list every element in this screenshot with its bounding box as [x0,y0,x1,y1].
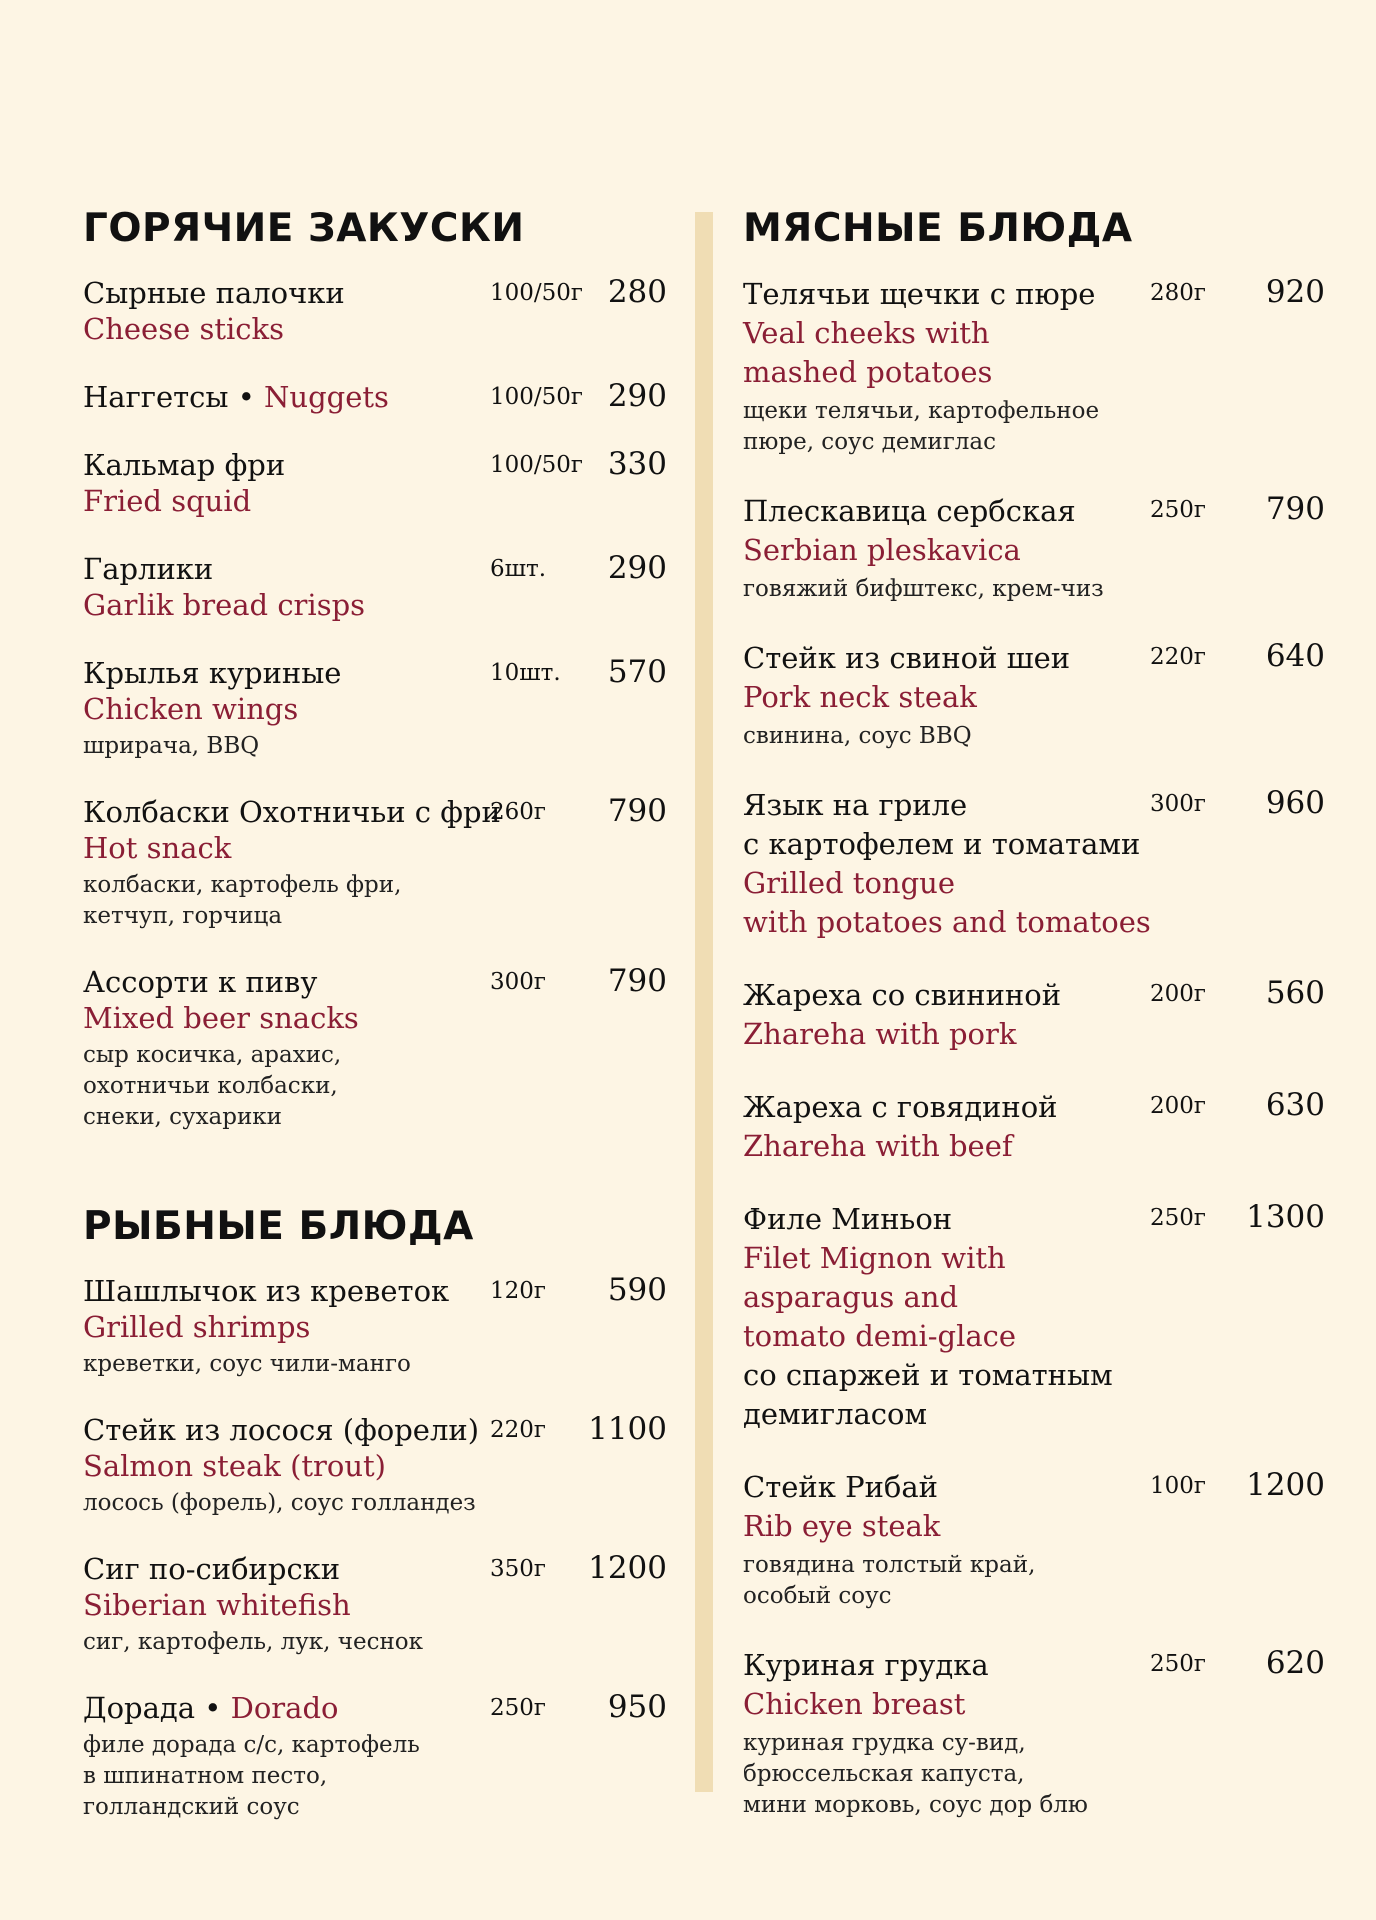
item-name-en: Hot snack [83,831,232,865]
item-name-ru-text: Плескавица сербская [743,494,1076,528]
item-price: 640 [1265,638,1325,674]
item-name-en: Garlik bread crisps [83,588,366,622]
item-name-ru [83,964,667,1000]
item-weight: 200г [1150,981,1206,1007]
item-price: 1300 [1246,1199,1325,1235]
bullet-separator: • [195,1691,231,1725]
item-name-ru-text: Сырные палочки [83,276,345,310]
menu-item [743,976,1325,1054]
item-weight: 350г [490,1556,546,1582]
item-description: колбаски, картофель фри, кетчуп, горчица [83,872,402,929]
item-price: 790 [607,793,667,829]
menu-item [83,1273,667,1380]
item-weight: 250г [1150,1651,1206,1677]
item-description: щеки телячьи, картофельное пюре, соус демиглас [743,398,1100,455]
item-name-ru-text: Стейк из свиной шеи [743,641,1071,675]
item-name-en: Filet Mignon with asparagus and tomato demi-glace [743,1241,1017,1353]
item-price: 790 [607,963,667,999]
item-name-en: Rib eye steak [743,1509,941,1543]
item-weight: 100/50г [490,452,583,478]
item-weight: 220г [1150,644,1206,670]
section-title-hot-snacks: ГОРЯЧИЕ ЗАКУСКИ [83,206,525,251]
item-description: говядина толстый край, особый соус [743,1552,1036,1609]
item-price: 1200 [588,1550,667,1586]
item-price: 280 [607,274,667,310]
item-name-ru-text: Стейк из лосося (форели) [83,1413,480,1447]
item-weight: 300г [1150,791,1206,817]
item-name-en: Siberian whitefish [83,1588,351,1622]
left-column [83,205,667,1855]
item-name-ru-text: Жареха с говядиной [743,1090,1058,1124]
item-price: 290 [607,550,667,586]
hot-snacks-list [83,275,667,1133]
item-weight: 200г [1150,1093,1206,1119]
item-description: лосось (форель), соус голландез [83,1490,476,1516]
item-name-en: Serbian pleskavica [743,533,1021,567]
item-name-ru-text: Крылья куриные [83,656,342,690]
column-divider [695,212,713,1792]
item-price: 560 [1265,975,1325,1011]
item-price: 290 [607,378,667,414]
item-name-ru-text: Наггетсы [83,380,229,414]
menu-item [743,1468,1325,1612]
item-name-ru [83,1690,667,1726]
item-name-en: Pork neck steak [743,680,977,714]
item-name-ru [743,1468,1325,1507]
item-name-en: Zhareha with pork [743,1017,1017,1051]
menu-item [743,786,1325,942]
item-name-en: Dorado [230,1691,339,1725]
item-name-ru-text: Шашлычок из креветок [83,1274,450,1308]
item-weight: 260г [490,799,546,825]
item-description: креветки, соус чили-манго [83,1351,411,1377]
item-weight: 10шт. [490,660,561,686]
item-name-ru-text: Кальмар фри [83,448,286,482]
menu-item [83,1551,667,1658]
item-name-ru-text: Гарлики [83,552,214,586]
item-weight: 100/50г [490,384,583,410]
item-name-en: Zhareha with beef [743,1129,1013,1163]
item-name-en: Mixed beer snacks [83,1001,359,1035]
item-name-ru [743,786,1325,864]
item-name-ru-text: Телячьи щечки с пюре [743,277,1096,311]
item-weight: 120г [490,1278,546,1304]
item-name-ru-text: Филе Миньон [743,1202,953,1236]
fish-list [83,1273,667,1823]
menu-item [743,1646,1325,1821]
item-price: 570 [607,654,667,690]
item-weight: 220г [490,1417,546,1443]
meat-list [743,275,1325,1821]
item-price: 950 [607,1689,667,1725]
item-name-ru-text: Колбаски Охотничьи с фри [83,795,501,829]
item-price: 960 [1265,785,1325,821]
item-name-ru [83,655,667,691]
item-name-ru [83,794,667,830]
item-name-ru [743,639,1325,678]
item-name-ru [743,976,1325,1015]
item-name-en: Salmon steak (trout) [83,1449,386,1483]
right-column [743,205,1325,1855]
menu-item [83,551,667,623]
item-weight: 250г [490,1695,546,1721]
item-name-en: Fried squid [83,484,252,518]
item-name-ru [743,492,1325,531]
item-name-en: Grilled tongue with potatoes and tomatoes [743,866,1151,939]
item-name-ru [83,551,667,587]
item-name-ru [743,1200,1325,1239]
item-name-ru [83,1551,667,1587]
item-name-ru-continued: со спаржей и томатным демигласом [743,1358,1113,1431]
item-price: 620 [1265,1645,1325,1681]
fish-section [83,1203,667,1823]
item-weight: 250г [1150,1205,1206,1231]
item-price: 790 [1265,491,1325,527]
item-price: 1100 [588,1411,667,1447]
item-weight: 100/50г [490,280,583,306]
item-weight: 6шт. [490,556,547,582]
item-price: 1200 [1246,1467,1325,1503]
item-description: филе дорада с/с, картофель в шпинатном песто, голландский соус [83,1732,420,1820]
item-name-ru-text: Ассорти к пиву [83,965,318,999]
item-name-ru-text: Жареха со свининой [743,978,1062,1012]
hot-snacks-section [83,205,667,1133]
item-name-ru-text: Куриная грудка [743,1648,989,1682]
item-weight: 300г [490,969,546,995]
item-name-ru-text: Сиг по-сибирски [83,1552,341,1586]
item-name-en: Cheese sticks [83,312,284,346]
menu-item [83,655,667,762]
item-description: сыр косичка, арахис, охотничьи колбаски, снеки, сухарики [83,1042,342,1130]
item-name-ru [743,275,1325,314]
item-price: 630 [1265,1087,1325,1123]
item-price: 330 [607,446,667,482]
item-weight: 100г [1150,1473,1206,1499]
item-name-en: Chicken breast [743,1687,966,1721]
menu-item [83,964,667,1133]
item-description: куриная грудка су-вид, брюссельская капуста, мини морковь, соус дор блю [743,1730,1088,1818]
menu-item [743,275,1325,458]
menu-item [83,1412,667,1519]
section-title-meat: МЯСНЫЕ БЛЮДА [743,206,1133,251]
item-weight: 280г [1150,280,1206,306]
menu-item [743,492,1325,605]
item-price: 920 [1265,274,1325,310]
menu-item [83,447,667,519]
menu-item [743,639,1325,752]
menu-item [83,379,667,415]
meat-section [743,205,1325,1821]
item-name-ru-text: Язык на гриле с картофелем и томатами [743,788,1141,861]
item-weight: 250г [1150,497,1206,523]
item-name-ru [743,1088,1325,1127]
item-name-ru [83,1412,667,1448]
menu-item [743,1200,1325,1434]
item-description: свинина, соус BBQ [743,723,972,749]
menu-item [83,1690,667,1823]
item-description: говяжий бифштекс, крем-чиз [743,576,1104,602]
item-name-en: Grilled shrimps [83,1310,311,1344]
item-price: 590 [607,1272,667,1308]
item-description: шрирача, BBQ [83,733,260,759]
item-name-ru [83,1273,667,1309]
item-name-en: Chicken wings [83,692,299,726]
item-name-ru-text: Стейк Рибай [743,1470,938,1504]
item-name-en: Veal cheeks with mashed potatoes [743,316,993,389]
menu-item [83,275,667,347]
item-description: сиг, картофель, лук, чеснок [83,1629,424,1655]
item-name-ru-text: Дорада [83,1691,196,1725]
section-title-fish: РЫБНЫЕ БЛЮДА [83,1204,474,1249]
menu-item [83,794,667,932]
item-name-en: Nuggets [264,380,389,414]
item-name-ru [743,1646,1325,1685]
menu-item [743,1088,1325,1166]
bullet-separator: • [228,380,265,414]
